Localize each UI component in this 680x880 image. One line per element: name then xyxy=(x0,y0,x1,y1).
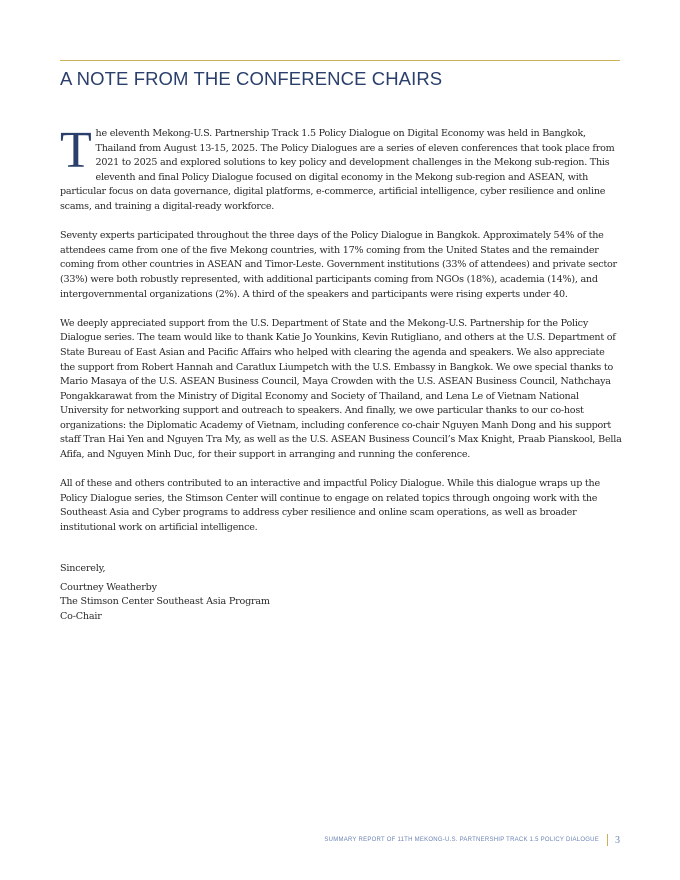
footer-report-title: SUMMARY REPORT OF 11TH MEKONG-U.S. PARTNERSHIP TRACK 1.5 POLICY DIALOGUE xyxy=(324,837,599,843)
drop-cap: T xyxy=(60,122,92,179)
page-title: A NOTE FROM THE CONFERENCE CHAIRS xyxy=(60,68,443,89)
page-footer xyxy=(324,834,620,846)
paragraph-intro xyxy=(60,122,622,215)
top-rule-divider xyxy=(60,60,620,61)
paragraph-participants: Seventy experts participated throughout the three days of the Policy Dialogue in Bangkok. Approximately 54% of the attendees came from one of the five Mekong countries, with 17% coming from the United States and the remainder coming from other countries in ASEAN and Timor-Leste. Government institutions (33% of attendees) and private sector (33%) were both robustly represented, with additional participants coming from NGOs (18%), academia (14%), and intergovernmental organizations (2%). A third of the speakers and participants were rising experts under 40. xyxy=(60,230,617,300)
paragraph-acknowledgements: We deeply appreciated support from the U.S. Department of State and the Mekong-U.S. Partnership for the Policy Dialogue series. The team would like to thank Katie Jo Younkins, Kevin Rutigliano, and others at the U.S. Department of State Bureau of East Asian and Pacific Affairs who helped with clearing the agenda and speakers. We also appreciate the support from Robert Hannah and Caratlux Liumpetch with the U.S. Embassy in Bangkok. We owe special thanks to Mario Masaya of the U.S. ASEAN Business Council, Maya Crowden with the U.S. ASEAN Business Council, Nathchaya Pongakkarawat from the Ministry of Digital Economy and Society of Thailand, and Lena Le of Vietnam National University for networking support and outreach to speakers. And finally, we owe particular thanks to our co-host organizations: the Diplomatic Academy of Vietnam, including conference co-chair Nguyen Manh Dong and his support staff Tran Hai Yen and Nguyen Tra My, as well as the U.S. ASEAN Business Council’s Max Knight, Praab Pianskool, Bella Afifa, and Nguyen Minh Duc, for their support in arranging and running the conference. xyxy=(60,317,622,461)
signature-block xyxy=(60,562,270,624)
page-number: 3 xyxy=(615,834,620,846)
footer-divider xyxy=(607,834,608,846)
signatory-role: Co-Chair xyxy=(60,610,102,622)
signatory-organization: The Stimson Center Southeast Asia Program xyxy=(60,596,270,608)
signatory-name: Courtney Weatherby xyxy=(60,581,157,593)
paragraph-intro-text: he eleventh Mekong-U.S. Partnership Track 1.5 Policy Dialogue on Digital Economy was held in Bangkok, Thailand from August 13-15, 2025. The Policy Dialogues are a series of eleven conferences that took place from 2021 to 2025 and explored solutions to key policy and development challenges in the Mekong sub-region. This eleventh and final Policy Dialogue focused on digital economy in the Mekong sub-region and ASEAN, with particular focus on data governance, digital platforms, e-commerce, artificial intelligence, cyber resilience and online scams, and training a digital-ready workforce. xyxy=(60,128,615,212)
salutation: Sincerely, xyxy=(60,563,106,574)
paragraph-conclusion: All of these and others contributed to an interactive and impactful Policy Dialogue. While this dialogue wraps up the Policy Dialogue series, the Stimson Center will continue to engage on related topics through ongoing work with the Southeast Asia and Cyber programs to address cyber resilience and online scam operations, as well as broader institutional work on artificial intelligence. xyxy=(60,478,600,534)
letter-body xyxy=(60,122,622,550)
